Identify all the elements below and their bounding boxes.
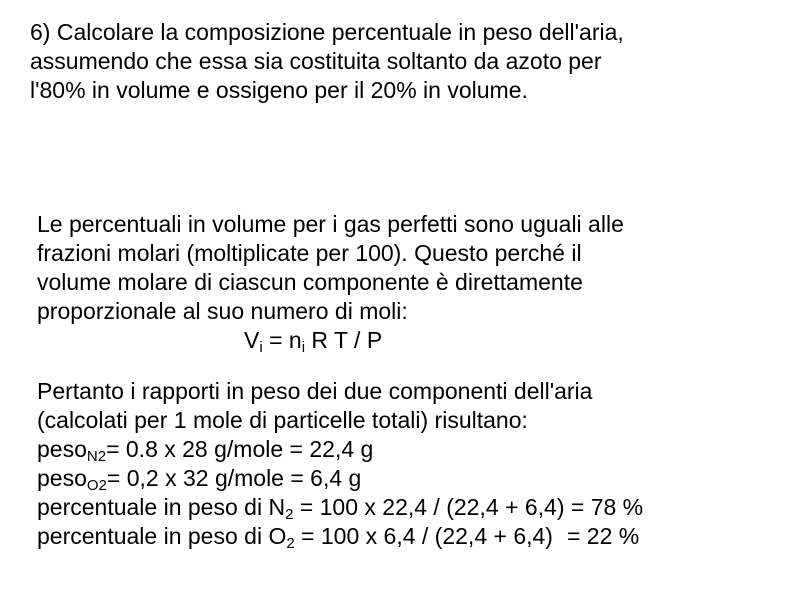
perc-o2-label: percentuale in peso di O bbox=[37, 523, 287, 549]
formula-n-subscript: i bbox=[301, 339, 306, 356]
result-line: Pertanto i rapporti in peso dei due componenti dell'aria bbox=[37, 378, 593, 404]
perc-n2-label: percentuale in peso di N bbox=[37, 494, 286, 520]
perc-n2-subscript: 2 bbox=[285, 506, 294, 523]
perc-o2-result: = 22 % bbox=[566, 523, 640, 549]
perc-o2-subscript: 2 bbox=[286, 535, 295, 552]
intro-line: proporzionale al suo numero di moli: bbox=[37, 298, 408, 324]
question-line: 6) Calcolare la composizione percentuale in peso dell'aria, bbox=[30, 19, 624, 45]
formula-rest: R T / P bbox=[305, 327, 383, 353]
peso-o2-expr: = 0,2 x 32 g/mole = 6,4 g bbox=[106, 465, 362, 491]
result-line: (calcolati per 1 mole di particelle totali) risultano: bbox=[37, 407, 528, 433]
peso-o2-label: peso bbox=[37, 465, 87, 491]
formula-v: V bbox=[244, 327, 260, 353]
intro-line: frazioni molari (moltiplicate per 100). Questo perché il bbox=[37, 240, 582, 266]
perc-n2-line bbox=[37, 493, 643, 522]
peso-n2-subscript: N2 bbox=[86, 448, 107, 465]
perc-o2-expr: = 100 x 6,4 / (22,4 + 6,4) bbox=[294, 523, 553, 549]
peso-n2-expr: = 0.8 x 28 g/mole = 22,4 g bbox=[106, 436, 374, 462]
spacer bbox=[37, 355, 643, 377]
peso-n2-line bbox=[37, 435, 643, 464]
question-line: assumendo che essa sia costituita soltanto da azoto per bbox=[30, 48, 602, 74]
peso-o2-subscript: O2 bbox=[86, 477, 107, 494]
question-line: l'80% in volume e ossigeno per il 20% in volume. bbox=[30, 77, 528, 103]
ideal-gas-formula bbox=[37, 326, 643, 355]
peso-n2-label: peso bbox=[37, 436, 87, 462]
perc-o2-line bbox=[37, 522, 643, 551]
answer-text bbox=[37, 210, 643, 551]
intro-line: Le percentuali in volume per i gas perfetti sono uguali alle bbox=[37, 211, 624, 237]
perc-n2-expr: = 100 x 22,4 / (22,4 + 6,4) = 78 % bbox=[293, 494, 644, 520]
formula-eq: = n bbox=[262, 327, 302, 353]
peso-o2-line bbox=[37, 464, 643, 493]
intro-line: volume molare di ciascun componente è direttamente bbox=[37, 269, 583, 295]
formula-v-subscript: i bbox=[259, 339, 263, 356]
question-text bbox=[30, 18, 624, 105]
